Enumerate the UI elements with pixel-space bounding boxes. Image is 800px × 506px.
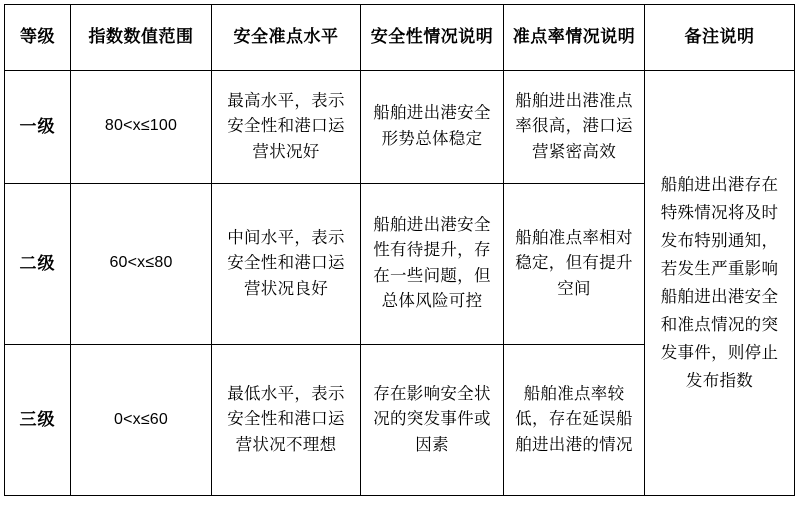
cell-range-1: 80<x≤100 <box>71 71 212 184</box>
cell-safety-level-2: 中间水平，表示安全性和港口运营状况良好 <box>212 183 361 344</box>
cell-level-1: 一级 <box>5 71 71 184</box>
cell-punctuality-desc-1: 船舶进出港准点率很高，港口运营紧密高效 <box>504 71 645 184</box>
cell-level-2: 二级 <box>5 183 71 344</box>
cell-level-3: 三级 <box>5 344 71 495</box>
column-header-punctuality-description: 准点率情况说明 <box>504 5 645 71</box>
cell-safety-desc-3: 存在影响安全状况的突发事件或因素 <box>361 344 504 495</box>
table-header <box>5 5 795 71</box>
column-header-safety-description: 安全性情况说明 <box>361 5 504 71</box>
cell-range-2: 60<x≤80 <box>71 183 212 344</box>
cell-range-3: 0<x≤60 <box>71 344 212 495</box>
cell-punctuality-desc-3: 船舶准点率较低，存在延误船舶进出港的情况 <box>504 344 645 495</box>
table-body <box>5 71 795 496</box>
column-header-safety-punctuality-level: 安全准点水平 <box>212 5 361 71</box>
grade-table <box>4 4 795 496</box>
cell-safety-level-1: 最高水平，表示安全性和港口运营状况好 <box>212 71 361 184</box>
cell-safety-desc-1: 船舶进出港安全形势总体稳定 <box>361 71 504 184</box>
cell-remark: 船舶进出港存在特殊情况将及时发布特别通知，若发生严重影响船舶进出港安全和准点情况的突发事件，则停止发布指数 <box>645 71 795 496</box>
document-page <box>0 4 800 506</box>
column-header-level: 等级 <box>5 5 71 71</box>
column-header-remark: 备注说明 <box>645 5 795 71</box>
table-row <box>5 71 795 184</box>
cell-safety-level-3: 最低水平，表示安全性和港口运营状况不理想 <box>212 344 361 495</box>
cell-punctuality-desc-2: 船舶准点率相对稳定，但有提升空间 <box>504 183 645 344</box>
column-header-index-range: 指数数值范围 <box>71 5 212 71</box>
cell-safety-desc-2: 船舶进出港安全性有待提升，存在一些问题，但总体风险可控 <box>361 183 504 344</box>
header-row <box>5 5 795 71</box>
